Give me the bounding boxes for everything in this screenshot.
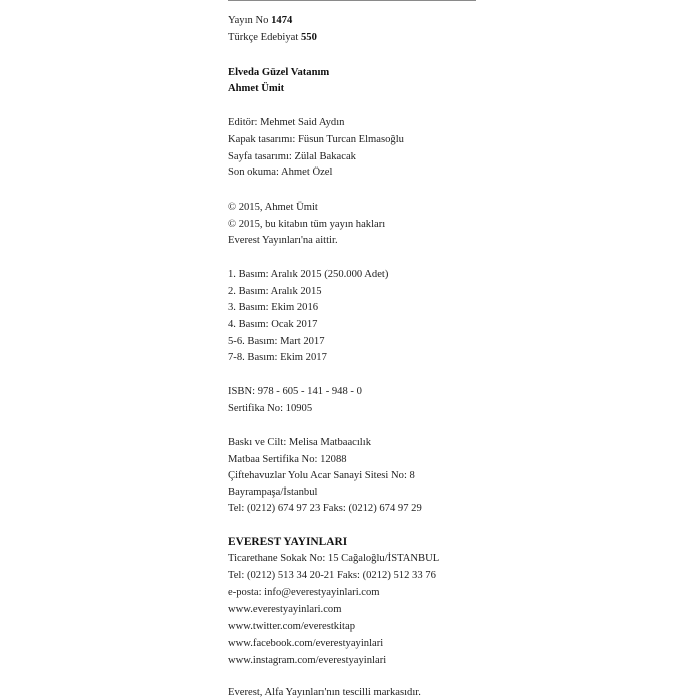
edition-line: 1. Basım: Aralık 2015 (250.000 Adet): [228, 269, 389, 280]
publication-number-line: [228, 14, 292, 28]
printing-line: Bayrampaşa/İstanbul: [228, 487, 318, 498]
literature-number-line: [228, 31, 317, 45]
publisher-phone: Tel: (0212) 513 34 20-21 Faks: (0212) 512 33 76: [228, 570, 436, 581]
top-rule: [228, 0, 476, 1]
publisher-name: EVEREST YAYINLARI: [228, 536, 348, 548]
copyright-line: © 2015, bu kitabın tüm yayın hakları: [228, 219, 386, 230]
edition-line: 7-8. Basım: Ekim 2017: [228, 352, 327, 363]
publication-number: 1474: [271, 15, 293, 26]
publisher-instagram: www.instagram.com/everestyayinlari: [228, 655, 387, 666]
publisher-website: www.everestyayinlari.com: [228, 604, 342, 615]
book-title: Elveda Güzel Vatanım: [228, 67, 330, 78]
printing-line: Çiftehavuzlar Yolu Acar Sanayi Sitesi No: 8: [228, 470, 415, 481]
book-author: Ahmet Ümit: [228, 83, 285, 94]
publication-label: Yayın No: [228, 15, 269, 26]
printing-line: Matbaa Sertifika No: 12088: [228, 454, 347, 465]
edition-line: 5-6. Basım: Mart 2017: [228, 336, 325, 347]
publisher-twitter: www.twitter.com/everestkitap: [228, 621, 355, 632]
edition-line: 4. Basım: Ocak 2017: [228, 319, 318, 330]
edition-line: 2. Basım: Aralık 2015: [228, 286, 322, 297]
copyright-line: Everest Yayınları'na aittir.: [228, 235, 338, 246]
trademark-note: Everest, Alfa Yayınları'nın tescilli markasıdır.: [228, 687, 421, 698]
copyright-line: © 2015, Ahmet Ümit: [228, 202, 318, 213]
literature-number: 550: [300, 32, 317, 43]
publisher-address: Ticarethane Sokak No: 15 Cağaloğlu/İSTANBUL: [228, 553, 440, 564]
publisher-facebook: www.facebook.com/everestyayinlari: [228, 638, 384, 649]
printing-line: Tel: (0212) 674 97 23 Faks: (0212) 674 97 29: [228, 503, 422, 514]
credit-line: Son okuma: Ahmet Özel: [228, 167, 333, 178]
publisher-email: e-posta: info@everestyayinlari.com: [228, 587, 380, 598]
credit-line: Kapak tasarımı: Füsun Turcan Elmasoğlu: [228, 134, 404, 145]
edition-line: 3. Basım: Ekim 2016: [228, 302, 319, 313]
isbn-line: ISBN: 978 - 605 - 141 - 948 - 0: [228, 386, 362, 397]
printing-line: Baskı ve Cilt: Melisa Matbaacılık: [228, 437, 371, 448]
credit-line: Sayfa tasarımı: Zülal Bakacak: [228, 151, 356, 162]
credit-line: Editör: Mehmet Said Aydın: [228, 117, 345, 128]
certificate-line: Sertifika No: 10905: [228, 403, 313, 414]
literature-label: Türkçe Edebiyat: [228, 32, 299, 43]
